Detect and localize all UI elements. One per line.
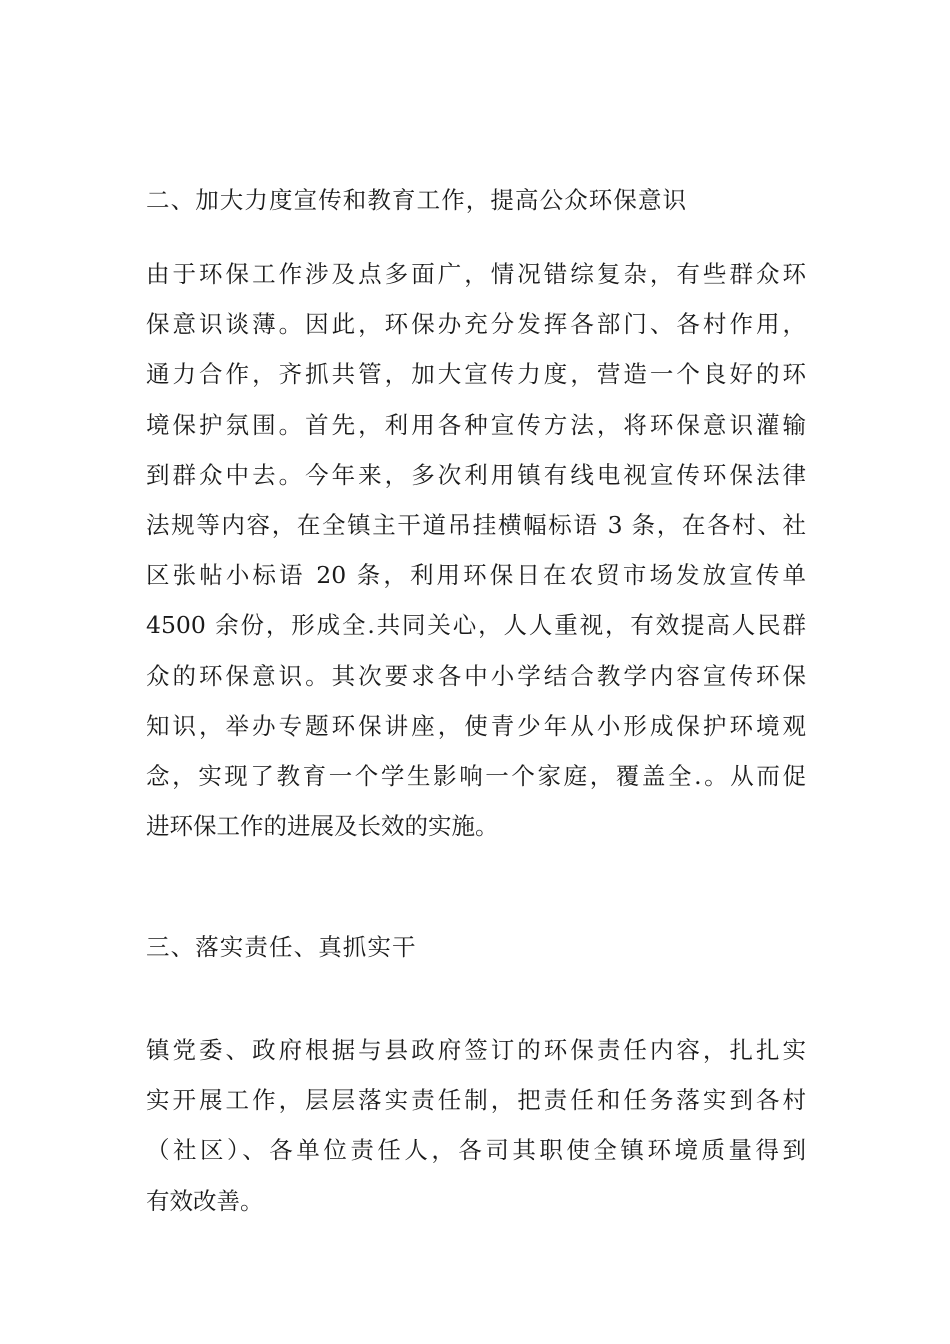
section-heading-2: 二、加大力度宣传和教育工作，提高公众环保意识 xyxy=(146,186,688,214)
paragraph-line: 进环保工作的进展及长效的实施。 xyxy=(146,812,499,841)
paragraph-line: 有效改善。 xyxy=(146,1186,264,1215)
paragraph-line: 念，实现了教育一个学生影响一个家庭，覆盖全.。从而促 xyxy=(146,761,806,790)
section-paragraph-2 xyxy=(146,259,806,861)
paragraph-line: 通力合作，齐抓共管，加大宣传力度，营造一个良好的环 xyxy=(146,360,806,389)
paragraph-line: 到群众中去。今年来，多次利用镇有线电视宣传环保法律 xyxy=(146,460,806,489)
paragraph-line: 镇党委、政府根据与县政府签订的环保责任内容，扎扎实 xyxy=(146,1036,806,1064)
section-paragraph-3 xyxy=(146,1035,806,1236)
paragraph-line: 保意识谈薄。因此，环保办充分发挥各部门、各村作用， xyxy=(146,310,806,339)
paragraph-line: 4500 余份，形成全.共同关心，人人重视，有效提高人民群 xyxy=(146,611,806,640)
paragraph-line: 知识，举办专题环保讲座，使青少年从小形成保护环境观 xyxy=(146,711,806,740)
paragraph-line: （社区）、各单位责任人，各司其职使全镇环境质量得到 xyxy=(146,1136,806,1165)
paragraph-line: 由于环保工作涉及点多面广，情况错综复杂，有些群众环 xyxy=(146,260,806,288)
paragraph-line: 法规等内容，在全镇主干道吊挂横幅标语 3 条，在各村、社 xyxy=(146,510,806,539)
paragraph-line: 众的环保意识。其次要求各中小学结合教学内容宣传环保 xyxy=(146,661,806,690)
paragraph-line: 境保护氛围。首先，利用各种宣传方法，将环保意识灌输 xyxy=(146,410,806,439)
section-heading-3: 三、落实责任、真抓实干 xyxy=(146,933,417,961)
paragraph-line: 区张帖小标语 20 条，利用环保日在农贸市场发放宣传单 xyxy=(146,561,806,590)
paragraph-line: 实开展工作，层层落实责任制，把责任和任务落实到各村 xyxy=(146,1086,806,1115)
